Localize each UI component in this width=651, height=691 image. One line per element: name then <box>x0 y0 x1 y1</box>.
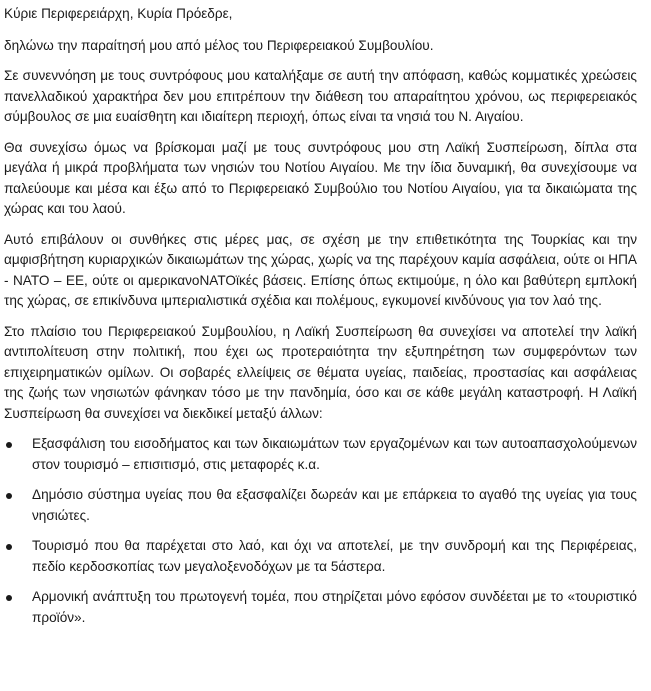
list-item <box>4 485 637 526</box>
list-item-text: Εξασφάλιση του εισοδήματος και των δικαιωμάτων των εργαζομένων και των αυτοαπασχολούμενων στον τουρισμό – επισιτισμό, στις μεταφορές κ.α. <box>32 436 637 472</box>
list-item <box>4 536 637 577</box>
demands-list <box>4 434 637 628</box>
bullet-icon <box>6 595 12 601</box>
list-item <box>4 434 637 475</box>
letter-salutation: Κύριε Περιφερειάρχη, Κυρία Πρόεδρε, <box>4 6 233 21</box>
paragraph-resignation: δηλώνω την παραίτησή μου από μέλος του Περιφερειακού Συμβουλίου. <box>4 37 434 53</box>
paragraph-reason: Σε συνεννόηση με τους συντρόφους μου καταλήξαμε σε αυτή την απόφαση, καθώς κομματικές χρεώσεις πανελλαδικού χαρακτήρα δεν μου επιτρέπουν την διάθεση του απαραίτητου χρόνου, ως περιφερειακός σύμβουλος σε μια ευαίσθητη και ιδιαίτερη περιοχή, όπως είναι τα νησιά του Ν. Αιγαίου. <box>4 68 637 124</box>
list-item-text: Δημόσιο σύστημα υγείας που θα εξασφαλίζει δωρεάν και με επάρκεια το αγαθό της υγείας για τους νησιώτες. <box>32 487 637 523</box>
bullet-icon <box>6 493 12 499</box>
list-item <box>4 587 637 628</box>
paragraph-council-role: Στο πλαίσιο του Περιφερειακού Συμβουλίου, η Λαϊκή Συσπείρωση θα συνεχίσει να αποτελεί την λαϊκή αντιπολίτευση στην πολιτική, που έχει ως προτεραιότητα την εξυπηρέτηση των συμφερόντων των επιχειρηματικών ομίλων. Οι σοβαρές ελλείψεις σε θέματα υγείας, παιδείας, προστασίας και ασφάλειας της ζωής των νησιωτών φάνηκαν τόσο με την πανδημία, όσο και σε κάθε μεγάλη καταστροφή. Η Λαϊκή Συσπείρωση θα συνεχίσει να διεκδικεί μεταξύ άλλων: <box>4 323 637 421</box>
list-item-text: Τουρισμό που θα παρέχεται στο λαό, και όχι να αποτελεί, με την συνδρομή και της Περιφέρειας, πεδίο κερδοσκοπίας των μεγαλοξενοδόχων με τα 5άστερα. <box>32 538 637 574</box>
bullet-icon <box>6 442 12 448</box>
paragraph-continuation: Θα συνεχίσω όμως να βρίσκομαι μαζί με τους συντρόφους μου στη Λαϊκή Συσπείρωση, δίπλα στα μεγάλα ή μικρά προβλήματα των νησιών του Νοτίου Αιγαίου. Με την ίδια δυναμική, θα συνεχίσουμε να παλεύουμε και μέσα και έξω από το Περιφερειακό Συμβούλιο του Νοτίου Αιγαίου, για τα δικαιώματα της χώρας και του λαού. <box>4 139 637 216</box>
paragraph-geopolitics: Αυτό επιβάλουν οι συνθήκες στις μέρες μας, σε σχέση με την επιθετικότητα της Τουρκίας και την αμφισβήτηση κυριαρχικών δικαιωμάτων της χώρας, χωρίς να της παρέχουν καμία ασφάλεια, ούτε οι ΗΠΑ - ΝΑΤΟ – ΕΕ, ούτε οι αμερικανοΝΑΤΟϊκές βάσεις. Επίσης όπως εκτιμούμε, η όλο και βαθύτερη εμπλοκή της χώρας, σε επικίνδυνα ιμπεριαλιστικά σχέδια και πολέμους, εγκυμονεί κινδύνους για τον λαό της. <box>4 231 637 308</box>
list-item-text: Αρμονική ανάπτυξη του πρωτογενή τομέα, που στηρίζεται μόνο εφόσον συνδέεται με το «τουριστικό προϊόν». <box>32 589 637 625</box>
bullet-icon <box>6 544 12 550</box>
